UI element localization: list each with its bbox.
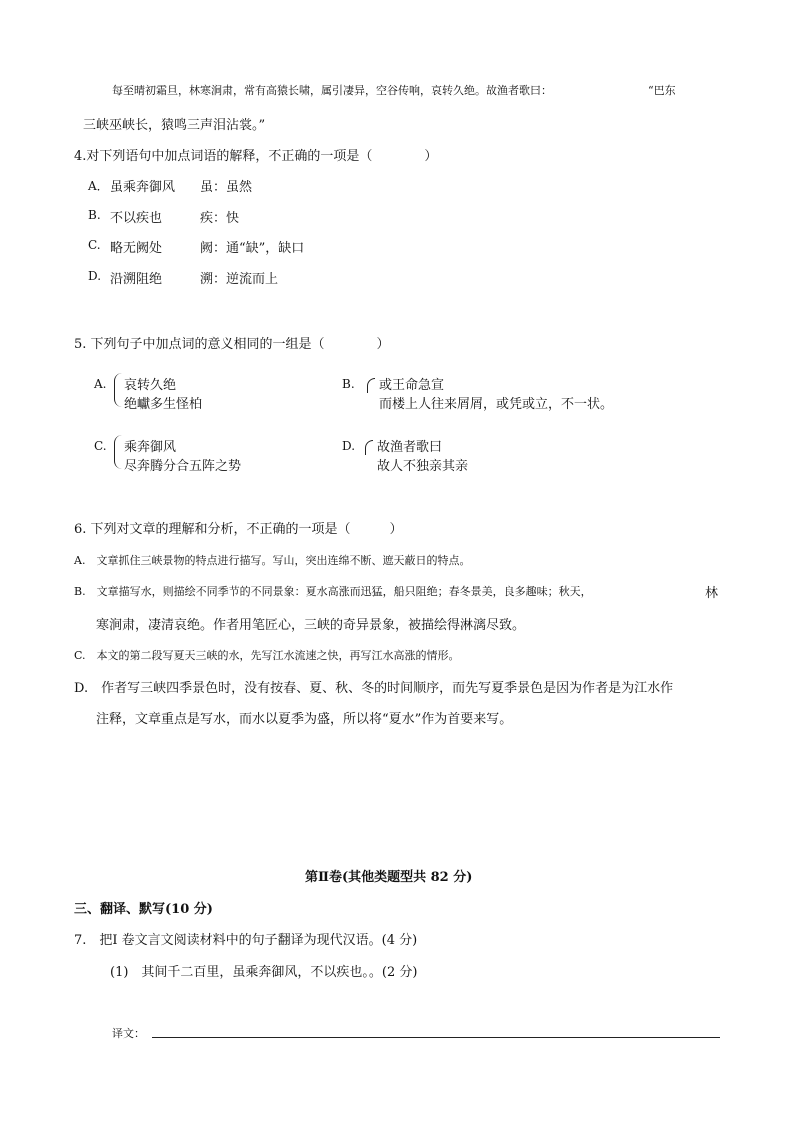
q6-option-b-line-1-end: 林: [705, 586, 719, 601]
q4-option-b-letter: B.: [88, 208, 101, 222]
passage-line-2: 三峡巫峡长，猿鸣三声泪沾裳。”: [83, 118, 266, 133]
q6-option-d-line-1: D. 作者写三峡四季景色时，没有按春、夏、秋、冬的时间顺序，而先写夏季景色是因为作者是为江水作: [74, 681, 674, 696]
q5-d-brace: [365, 440, 373, 455]
q6-option-c: C. 本文的第二段写夏天三峡的水，先写江水流速之快，再写江水高涨的情形。: [74, 649, 460, 662]
q4-option-c-phrase: 略无阙处: [110, 241, 163, 256]
q5-b-line-1: 或王命急宣: [379, 378, 445, 393]
q4-option-a-gloss: 虽：虽然: [200, 180, 253, 195]
q4-option-a-phrase: 虽乘奔御风: [110, 180, 176, 195]
q6-option-b-line-2: 寒涧肃，凄清哀绝。作者用笔匠心，三峡的奇异景象，被描绘得淋漓尽致。: [96, 618, 526, 633]
q4-option-c-letter: C.: [88, 238, 101, 252]
q7-sub-1: (1) 其间千二百里，虽乘奔御风，不以疾也。。(2 分): [110, 965, 418, 980]
q4-option-c-gloss: 阙：通“缺”，缺口: [200, 241, 305, 256]
q5-c-line-1: 乘奔御风: [124, 440, 177, 455]
q4-option-d-letter: D.: [88, 269, 102, 283]
q4-option-d-gloss: 溯：逆流而上: [200, 272, 279, 287]
q4-option-b-gloss: 疾：快: [200, 211, 240, 226]
q5-stem: 5. 下列句子中加点词的意义相同的一组是（ ）: [74, 337, 390, 352]
q4-stem: 4.对下列语句中加点词语的解释，不正确的一项是（ ）: [74, 149, 438, 164]
q7-stem: 7. 把Ⅰ 卷文言文阅读材料中的句子翻译为现代汉语。(4 分): [74, 933, 418, 948]
q5-b-brace: [367, 378, 375, 393]
q6-option-b-line-1: B. 文章描写水，则描绘不同季节的不同景象：夏水高涨而迅猛，船只阻绝；春冬景美，良多趣味；秋天，: [74, 585, 592, 598]
passage-line-1-quote: “巴东: [648, 84, 676, 97]
passage-line-1: 每至晴初霜旦，林寒涧肃，常有高猿长啸，属引凄异，空谷传响，哀转久绝。故渔者歌曰：: [112, 84, 552, 97]
q5-c-letter: C.: [94, 439, 107, 453]
q5-d-letter: D.: [342, 439, 356, 453]
q5-b-line-2: 而楼上人往来屑屑，或凭或立，不一状。: [379, 397, 614, 412]
q4-option-d-phrase: 沿溯阻绝: [110, 272, 163, 287]
q6-stem: 6. 下列对文章的理解和分析，不正确的一项是（ ）: [74, 522, 403, 537]
section-3-heading: 三、翻译、默写(10 分): [74, 902, 213, 917]
answer-label: 译文：: [112, 1027, 145, 1040]
q5-d-line-2: 故人不独亲其亲: [377, 459, 469, 474]
q4-option-b-phrase: 不以疾也: [110, 211, 163, 226]
q5-a-line-2: 绝巘多生怪柏: [124, 397, 203, 412]
q4-option-a-letter: A．: [88, 179, 109, 193]
q5-a-line-1: 哀转久绝: [124, 378, 177, 393]
q5-d-line-1: 故渔者歌曰: [377, 440, 443, 455]
q6-option-d-line-2: 注释，文章重点是写水，而水以夏季为盛，所以将“夏水”作为首要来写。: [96, 712, 513, 727]
part2-title: 第Ⅱ卷(其他类题型共 82 分): [305, 870, 473, 885]
answer-line[interactable]: [152, 1037, 720, 1038]
q6-option-a: A. 文章抓住三峡景物的特点进行描写。写山，突出连绵不断、遮天蔽日的特点。: [74, 554, 471, 567]
q5-a-letter: A.: [94, 377, 107, 391]
q5-c-line-2: 尽奔腾分合五阵之势: [124, 459, 242, 474]
q5-b-letter: B.: [342, 377, 355, 391]
